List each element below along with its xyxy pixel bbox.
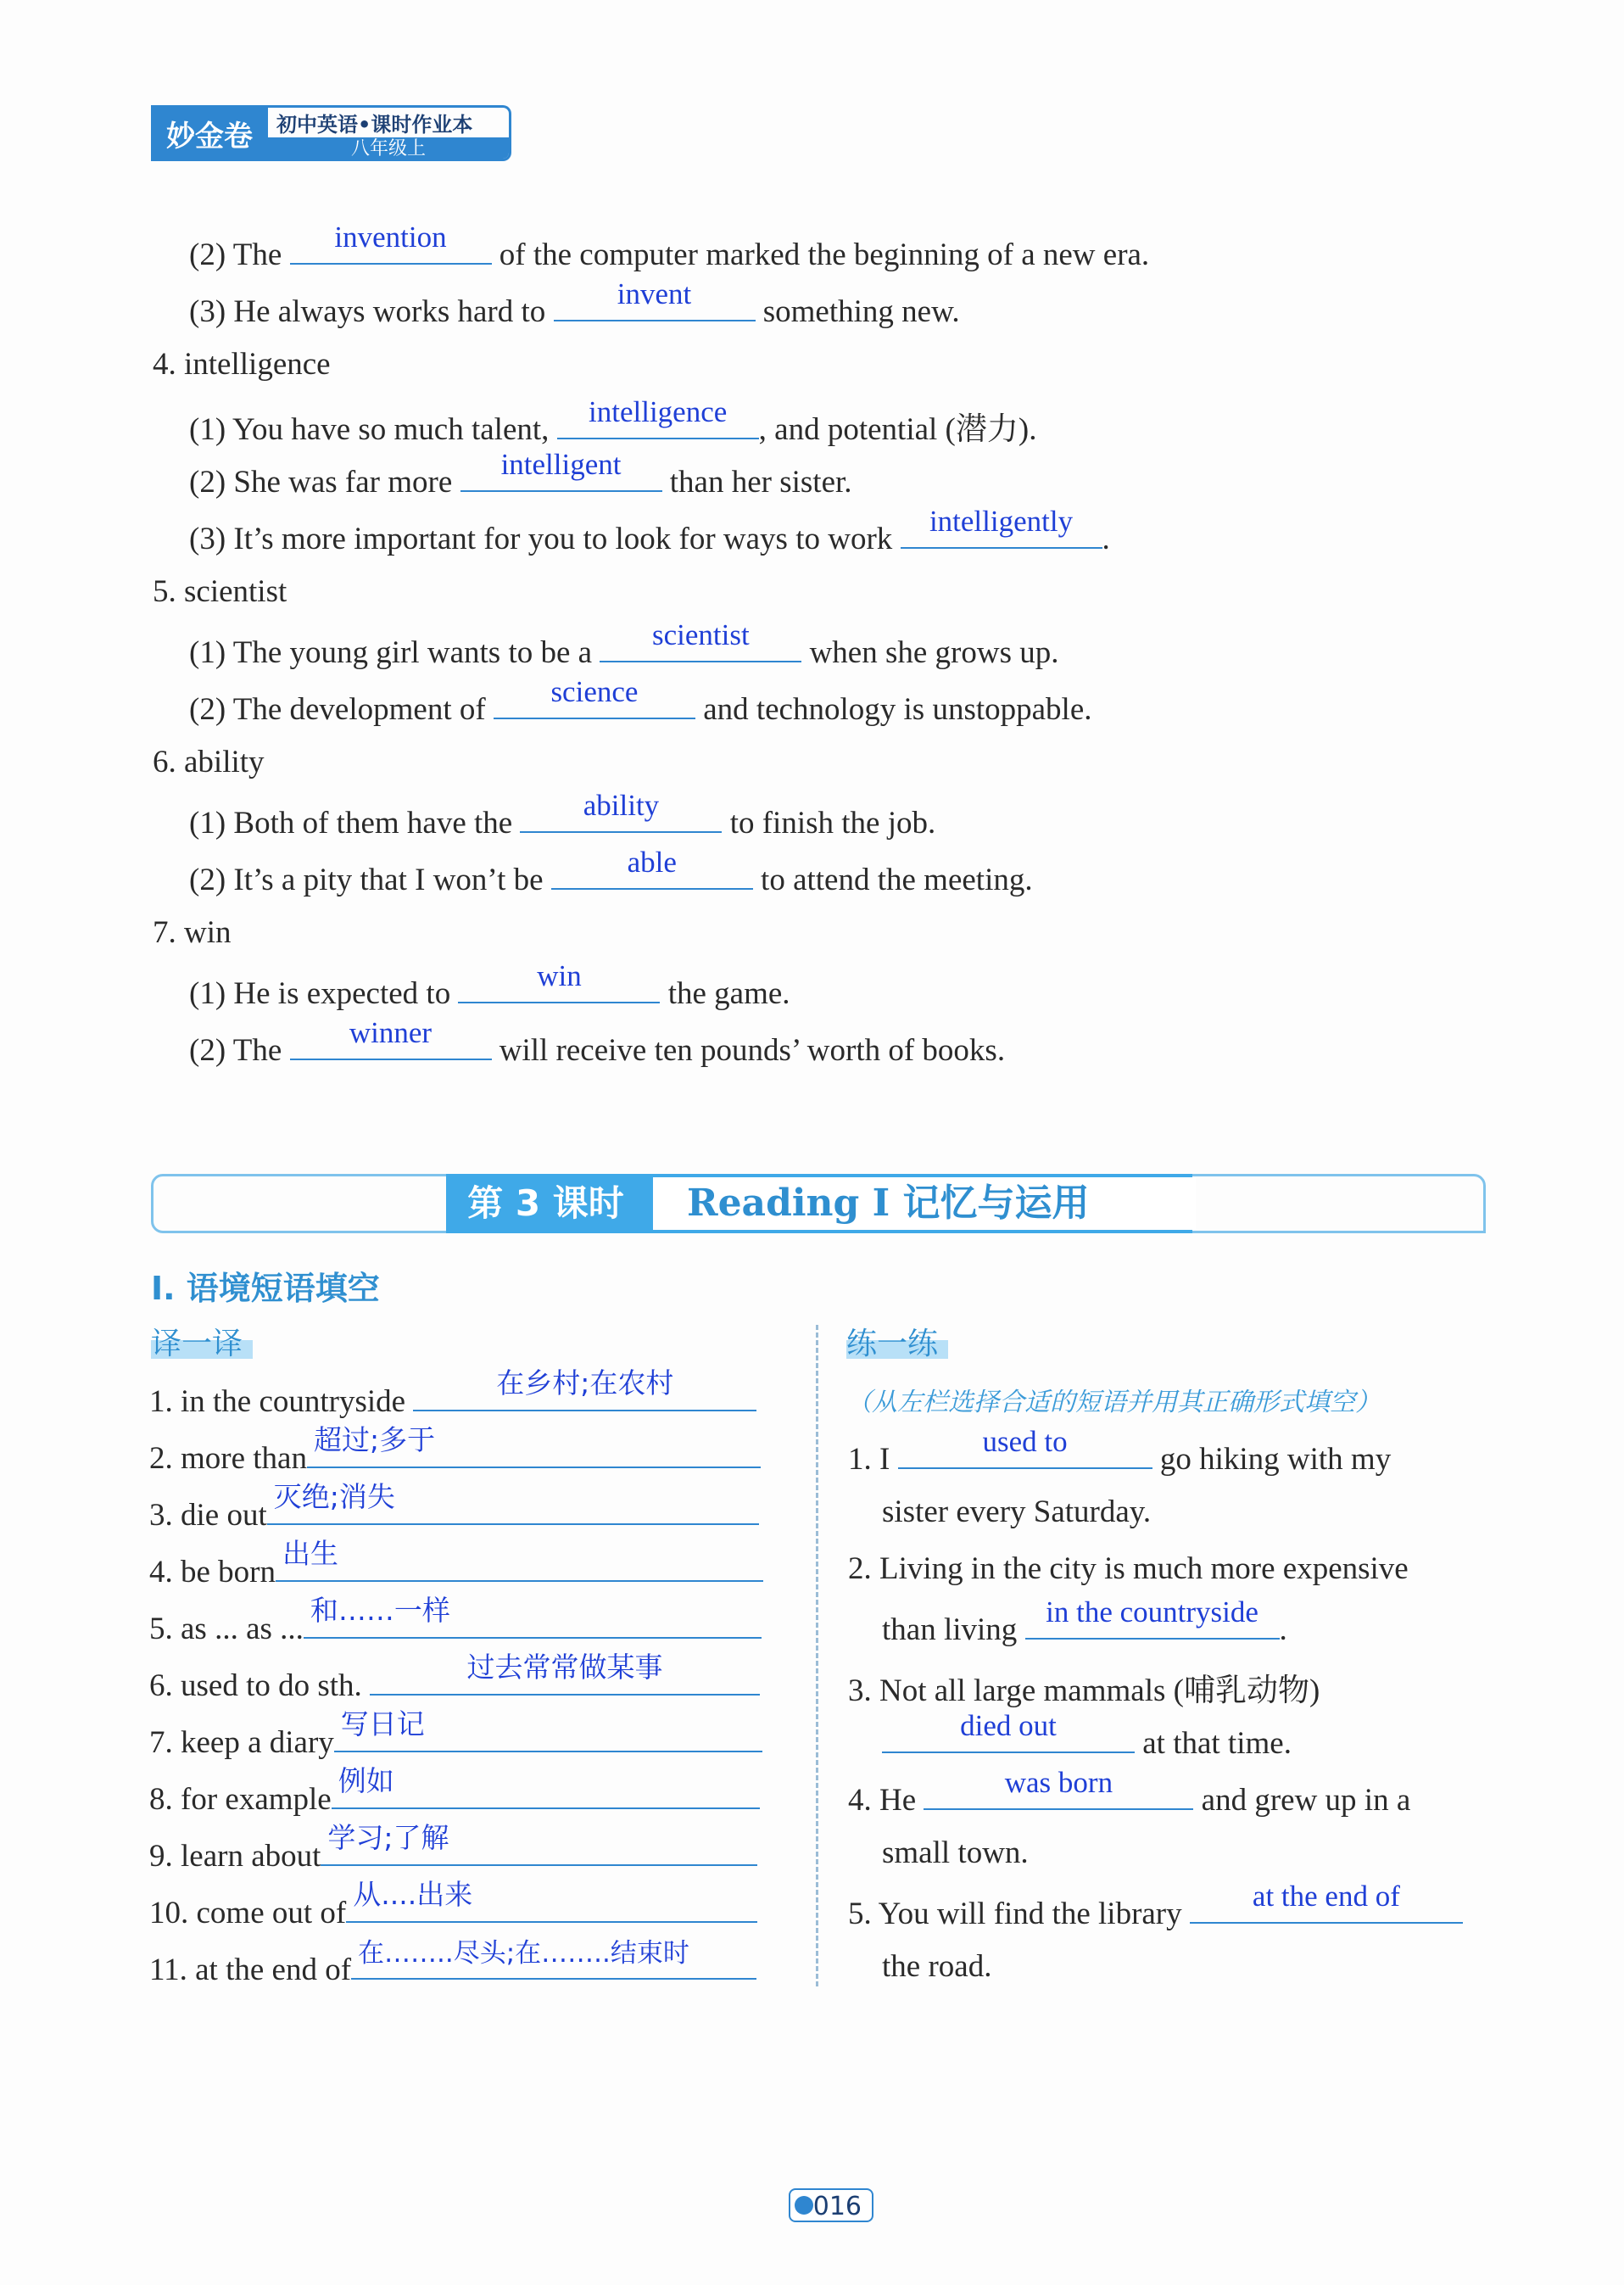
answer-blank: died out	[882, 1721, 1135, 1753]
answer-blank: 从....出来	[346, 1891, 757, 1923]
phrase-line: 2. more than 超过;多于	[149, 1436, 761, 1477]
practice-line: 2. Living in the city is much more expensive	[848, 1551, 1409, 1586]
answer-blank: 过去常常做某事	[370, 1663, 760, 1696]
exercise-line: (1) You have so much talent, intelligence , and potential (潜力).	[189, 395, 1037, 447]
exercise-line: (3) He always works hard to invent something new.	[189, 277, 960, 329]
practice-line: 5. You will find the library at the end of	[848, 1891, 1463, 1932]
exercise-line: (2) It’s a pity that I won’t be able to attend the meeting.	[189, 846, 1033, 897]
brand-header	[151, 105, 511, 161]
column-divider	[816, 1325, 818, 1986]
phrase-line: 3. die out 灭绝;消失	[149, 1493, 759, 1534]
answer-blank: scientist	[600, 630, 801, 662]
answer-blank: 例如	[332, 1777, 760, 1809]
answer-blank: 超过;多于	[307, 1436, 761, 1468]
exercise-line: (3) It’s more important for you to look for ways to work intelligently .	[189, 505, 1110, 556]
practice-line: the road.	[882, 1949, 992, 1984]
answer-blank: ability	[520, 801, 722, 833]
page-number: 016	[789, 2188, 873, 2222]
phrase-line: 8. for example 例如	[149, 1777, 760, 1818]
exercise-line: (2) The winner will receive ten pounds’ worth of books.	[189, 1016, 1006, 1068]
practice-line: sister every Saturday.	[882, 1494, 1152, 1529]
answer-blank: was born	[924, 1778, 1193, 1810]
phrase-line: 11. at the end of 在……..尽头;在……..结束时	[149, 1947, 756, 1988]
brand-box	[268, 105, 511, 161]
practice-line: small town.	[882, 1835, 1029, 1870]
phrase-line: 10. come out of 从....出来	[149, 1891, 757, 1931]
answer-blank: intelligently	[901, 517, 1102, 549]
answer-blank: 和……一样	[304, 1606, 762, 1639]
practice-line: 3. Not all large mammals (哺乳动物)	[848, 1673, 1320, 1708]
exercise-line: (2) She was far more intelligent than her sister.	[189, 448, 852, 500]
phrase-line: 4. be born 出生	[149, 1550, 763, 1590]
answer-blank: winner	[290, 1028, 492, 1060]
answer-blank: used to	[898, 1437, 1152, 1469]
answer-blank: 出生	[276, 1550, 763, 1582]
instruction-note: （从左栏选择合适的短语并用其正确形式填空）	[846, 1388, 1381, 1417]
phrase-line: 6. used to do sth. 过去常常做某事	[149, 1663, 760, 1704]
answer-blank: 写日记	[334, 1720, 762, 1752]
exercise-line: (1) Both of them have the ability to finish the job.	[189, 789, 936, 841]
brand-logo	[151, 105, 268, 161]
grade-label: 八年级上	[268, 137, 509, 161]
word-heading: 5. scientist	[153, 574, 287, 609]
lesson-title: Reading I 记忆与运用	[653, 1177, 1196, 1230]
answer-blank: invention	[290, 232, 492, 265]
exercise-line: (2) The invention of the computer marked the beginning of a new era.	[189, 221, 1150, 272]
answer-blank: in the countryside	[1025, 1607, 1280, 1640]
answer-blank: 在……..尽头;在……..结束时	[351, 1947, 756, 1980]
answer-blank: science	[494, 687, 695, 719]
practice-line: died out at that time.	[882, 1721, 1292, 1762]
part-title: I. 语境短语填空	[151, 1270, 380, 1307]
answer-blank: intelligent	[460, 460, 662, 492]
book-title: 初中英语•课时作业本	[276, 113, 473, 137]
practice-line: than living in the countryside .	[882, 1595, 1287, 1647]
word-heading: 6. ability	[153, 745, 265, 779]
word-heading: 7. win	[153, 915, 232, 950]
answer-blank: intelligence	[557, 407, 759, 439]
phrase-line: 9. learn about 学习;了解	[149, 1834, 757, 1874]
answer-blank: 在乡村;在农村	[413, 1379, 756, 1411]
phrase-line: 7. keep a diary 写日记	[149, 1720, 762, 1761]
exercise-line: (1) He is expected to win the game.	[189, 959, 790, 1011]
answer-blank: able	[551, 858, 753, 890]
answer-blank: win	[458, 971, 660, 1003]
word-heading: 4. intelligence	[153, 347, 331, 382]
left-sub-title: 译一译	[151, 1327, 243, 1361]
page-number-dot-icon	[795, 2196, 813, 2215]
answer-blank: at the end of	[1190, 1891, 1463, 1924]
lesson-label: 第 3 课时	[446, 1174, 645, 1233]
phrase-line: 1. in the countryside 在乡村;在农村	[149, 1379, 756, 1420]
logo-text: 妙金卷	[166, 119, 253, 154]
answer-blank: invent	[554, 289, 756, 321]
answer-blank: 灭绝;消失	[267, 1493, 759, 1525]
answer-blank: 学习;了解	[321, 1834, 757, 1866]
exercise-line: (2) The development of science and technology is unstoppable.	[189, 675, 1092, 727]
practice-line: 1. I used to go hiking with my	[848, 1425, 1392, 1477]
practice-line: 4. He was born and grew up in a	[848, 1766, 1411, 1818]
phrase-line: 5. as ... as ... 和……一样	[149, 1606, 762, 1647]
exercise-line: (1) The young girl wants to be a scientist when she grows up.	[189, 618, 1059, 670]
right-sub-title: 练一练	[846, 1327, 939, 1361]
